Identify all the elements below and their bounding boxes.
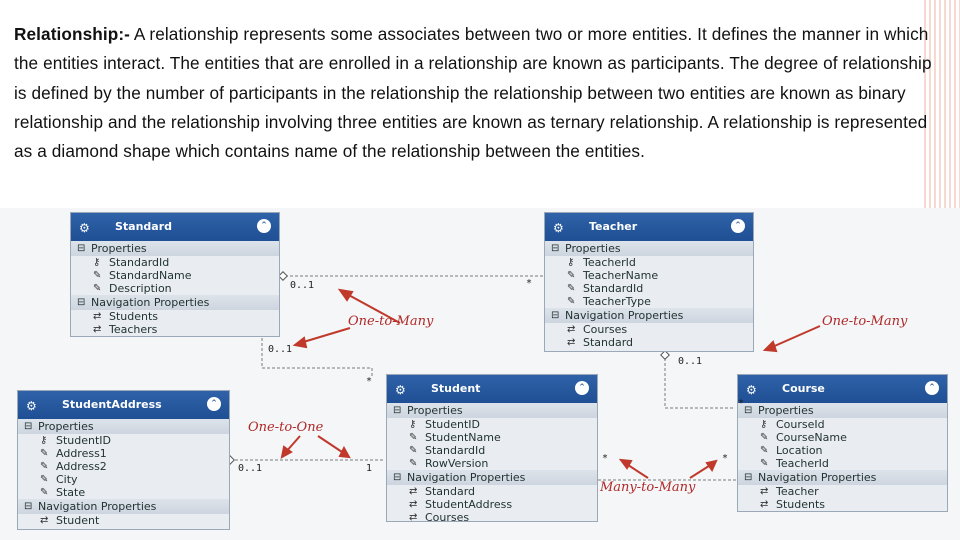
- property-row[interactable]: [545, 256, 753, 269]
- entity-icon: ⚙: [553, 221, 564, 235]
- entity-name: Standard: [115, 220, 173, 233]
- property-row[interactable]: [738, 457, 947, 470]
- property-row[interactable]: [738, 418, 947, 431]
- property-row[interactable]: [738, 444, 947, 457]
- property-name: StandardName: [109, 269, 192, 282]
- section-label: Properties: [91, 242, 147, 255]
- property-row[interactable]: [71, 282, 279, 295]
- property-name: Address1: [56, 447, 107, 460]
- property-row[interactable]: [387, 418, 597, 431]
- collapse-icon[interactable]: ⌃: [207, 397, 221, 411]
- collapse-icon[interactable]: ⌃: [575, 381, 589, 395]
- section-label: Properties: [758, 404, 814, 417]
- nav-row[interactable]: [71, 310, 279, 323]
- navigation-section[interactable]: [71, 295, 279, 310]
- property-row[interactable]: [18, 473, 229, 486]
- property-name: TeacherType: [583, 295, 651, 308]
- nav-icon: ⇄: [567, 337, 576, 348]
- navigation-section[interactable]: [387, 470, 597, 485]
- multiplicity-label: 1: [366, 463, 373, 474]
- collapse-icon[interactable]: ⊟: [77, 297, 86, 308]
- arrow-otm-left-b: [300, 328, 350, 343]
- nav-icon: ⇄: [409, 486, 418, 497]
- nav-name: StudentAddress: [425, 498, 513, 511]
- nav-icon: ⇄: [93, 324, 102, 335]
- multiplicity-label: *: [722, 453, 729, 464]
- nav-row[interactable]: [18, 514, 229, 527]
- collapse-icon[interactable]: ⊟: [24, 501, 33, 512]
- property-name: Address2: [56, 460, 107, 473]
- multiplicity-label: 0..1: [290, 280, 315, 291]
- collapse-icon[interactable]: ⌃: [731, 219, 745, 233]
- property-icon: ✎: [409, 432, 418, 443]
- key-icon: ⚷: [40, 435, 48, 446]
- collapse-icon[interactable]: ⊟: [24, 421, 33, 432]
- nav-row[interactable]: [545, 323, 753, 336]
- property-row[interactable]: [387, 431, 597, 444]
- property-icon: ✎: [567, 283, 576, 294]
- entity-icon: ⚙: [26, 399, 37, 413]
- property-icon: ✎: [567, 270, 576, 281]
- property-row[interactable]: [387, 444, 597, 457]
- properties-section[interactable]: [18, 419, 229, 434]
- collapse-icon[interactable]: ⊟: [744, 405, 753, 416]
- property-icon: ✎: [760, 445, 769, 456]
- arrowhead-oto-b: [340, 448, 349, 457]
- key-icon: ⚷: [93, 257, 101, 268]
- property-name: Location: [776, 444, 823, 457]
- annotation-many-to-many: Many-to-Many: [600, 480, 696, 495]
- entity-name: Teacher: [589, 220, 638, 233]
- relationship-definition: [14, 20, 944, 166]
- section-label: Properties: [565, 242, 621, 255]
- entity-name: Student: [431, 382, 481, 395]
- property-icon: ✎: [409, 445, 418, 456]
- property-icon: ✎: [409, 458, 418, 469]
- property-icon: ✎: [40, 474, 49, 485]
- entity-name: Course: [782, 382, 825, 395]
- arrowhead-otm-left-a: [340, 290, 352, 300]
- properties-section[interactable]: [71, 241, 279, 256]
- annotation-one-to-many-left: One-to-Many: [348, 314, 434, 329]
- nav-icon: ⇄: [409, 499, 418, 510]
- property-icon: ✎: [93, 270, 102, 281]
- collapse-icon[interactable]: ⌃: [257, 219, 271, 233]
- collapse-icon[interactable]: ⊟: [393, 405, 402, 416]
- property-name: TeacherName: [583, 269, 659, 282]
- property-name: TeacherId: [583, 256, 636, 269]
- nav-name: Courses: [583, 323, 628, 336]
- multiplicity-label: 0..1: [238, 463, 263, 474]
- property-name: StudentID: [56, 434, 112, 447]
- entity-studentaddress[interactable]: [17, 390, 230, 530]
- entity-header[interactable]: [387, 375, 597, 403]
- property-icon: ✎: [40, 448, 49, 459]
- entity-teacher[interactable]: [544, 212, 754, 352]
- nav-row[interactable]: [545, 336, 753, 349]
- arrowhead-otm-left-b: [295, 338, 306, 347]
- property-row[interactable]: [387, 457, 597, 470]
- property-icon: ✎: [93, 283, 102, 294]
- collapse-icon[interactable]: ⌃: [925, 381, 939, 395]
- property-icon: ✎: [760, 432, 769, 443]
- arrow-oto-b: [318, 436, 345, 454]
- property-row[interactable]: [71, 256, 279, 269]
- property-name: StudentName: [425, 431, 501, 444]
- term-label: Relationship:-: [14, 24, 130, 44]
- nav-icon: ⇄: [567, 324, 576, 335]
- multiplicity-label: *: [366, 376, 373, 387]
- nav-name: Teacher: [776, 485, 819, 498]
- nav-row[interactable]: [71, 323, 279, 336]
- property-row[interactable]: [18, 486, 229, 499]
- property-row[interactable]: [18, 447, 229, 460]
- section-label: Navigation Properties: [758, 471, 877, 484]
- property-name: State: [56, 486, 86, 499]
- property-name: Description: [109, 282, 172, 295]
- er-diagram: [0, 208, 960, 540]
- navigation-section[interactable]: [18, 499, 229, 514]
- nav-row[interactable]: [738, 498, 947, 511]
- multiplicity-label: 0..1: [268, 344, 293, 355]
- nav-name: Students: [776, 498, 826, 511]
- key-icon: ⚷: [760, 419, 768, 430]
- multiplicity-label: 0..1: [678, 356, 703, 367]
- nav-row[interactable]: [738, 485, 947, 498]
- navigation-section[interactable]: [545, 308, 753, 323]
- property-icon: ✎: [40, 487, 49, 498]
- section-label: Navigation Properties: [91, 296, 210, 309]
- property-row[interactable]: [545, 282, 753, 295]
- entity-student[interactable]: [386, 374, 598, 522]
- multiplicity-label: *: [738, 398, 745, 409]
- property-icon: ✎: [567, 296, 576, 307]
- annotation-one-to-one: One-to-One: [248, 420, 324, 435]
- key-icon: ⚷: [409, 419, 417, 430]
- nav-icon: ⇄: [409, 512, 418, 523]
- nav-name: Courses: [425, 511, 470, 524]
- annotation-one-to-many-right: One-to-Many: [822, 314, 908, 329]
- nav-row[interactable]: [387, 485, 597, 498]
- entity-header[interactable]: [18, 391, 229, 419]
- section-label: Properties: [38, 420, 94, 433]
- property-row[interactable]: [71, 269, 279, 282]
- property-icon: ✎: [760, 458, 769, 469]
- properties-section[interactable]: [387, 403, 597, 418]
- entity-header[interactable]: [71, 213, 279, 241]
- property-name: StandardId: [109, 256, 170, 269]
- entity-header[interactable]: [738, 375, 947, 403]
- property-row[interactable]: [18, 434, 229, 447]
- property-name: StandardId: [583, 282, 644, 295]
- section-label: Navigation Properties: [38, 500, 157, 513]
- property-row[interactable]: [738, 431, 947, 444]
- property-name: City: [56, 473, 78, 486]
- navigation-section[interactable]: [738, 470, 947, 485]
- collapse-icon[interactable]: ⊟: [744, 472, 753, 483]
- nav-name: Students: [109, 310, 159, 323]
- nav-name: Standard: [583, 336, 634, 349]
- arrowhead-otm-right: [765, 342, 776, 351]
- collapse-icon[interactable]: ⊟: [551, 243, 560, 254]
- diamond-teacher-course: [661, 351, 669, 359]
- section-label: Navigation Properties: [565, 309, 684, 322]
- key-icon: ⚷: [567, 257, 575, 268]
- entity-header[interactable]: [545, 213, 753, 241]
- property-name: StudentID: [425, 418, 481, 431]
- entity-course[interactable]: [737, 374, 948, 512]
- section-label: Properties: [407, 404, 463, 417]
- property-name: RowVersion: [425, 457, 489, 470]
- property-name: StandardId: [425, 444, 486, 457]
- entity-icon: ⚙: [395, 383, 406, 397]
- arrowhead-mtm-b: [707, 461, 716, 470]
- multiplicity-label: *: [602, 453, 609, 464]
- entity-standard[interactable]: [70, 212, 280, 337]
- property-row[interactable]: [545, 295, 753, 308]
- nav-icon: ⇄: [760, 499, 769, 510]
- property-name: CourseName: [776, 431, 847, 444]
- multiplicity-label: *: [526, 278, 533, 289]
- entity-name: StudentAddress: [62, 398, 162, 411]
- nav-row[interactable]: [387, 498, 597, 511]
- nav-name: Standard: [425, 485, 476, 498]
- entity-icon: ⚙: [746, 383, 757, 397]
- section-label: Navigation Properties: [407, 471, 526, 484]
- property-icon: ✎: [40, 461, 49, 472]
- property-name: TeacherId: [776, 457, 829, 470]
- nav-name: Student: [56, 514, 100, 527]
- nav-row[interactable]: [387, 511, 597, 524]
- collapse-icon[interactable]: ⊟: [77, 243, 86, 254]
- nav-icon: ⇄: [40, 515, 49, 526]
- nav-name: Teachers: [109, 323, 158, 336]
- nav-icon: ⇄: [93, 311, 102, 322]
- collapse-icon[interactable]: ⊟: [551, 310, 560, 321]
- arrow-otm-right: [770, 326, 820, 348]
- collapse-icon[interactable]: ⊟: [393, 472, 402, 483]
- properties-section[interactable]: [738, 403, 947, 418]
- diamond-standard-teacher: [279, 272, 287, 280]
- entity-icon: ⚙: [79, 221, 90, 235]
- property-name: CourseId: [776, 418, 825, 431]
- property-row[interactable]: [545, 269, 753, 282]
- definition-text: A relationship represents some associates between two or more entities. It defines the manner in which the entities interact. The entities that are enrolled in a relationship are known as participants. The degree of relationship is defined by the number of participants in the relationship the relationship between two entities are known as binary relationship and the relationship involving three entities are known as ternary relationship. A relationship is represented as a diamond shape which contains name of the relationship between the entities.: [14, 24, 932, 162]
- nav-icon: ⇄: [760, 486, 769, 497]
- property-row[interactable]: [18, 460, 229, 473]
- properties-section[interactable]: [545, 241, 753, 256]
